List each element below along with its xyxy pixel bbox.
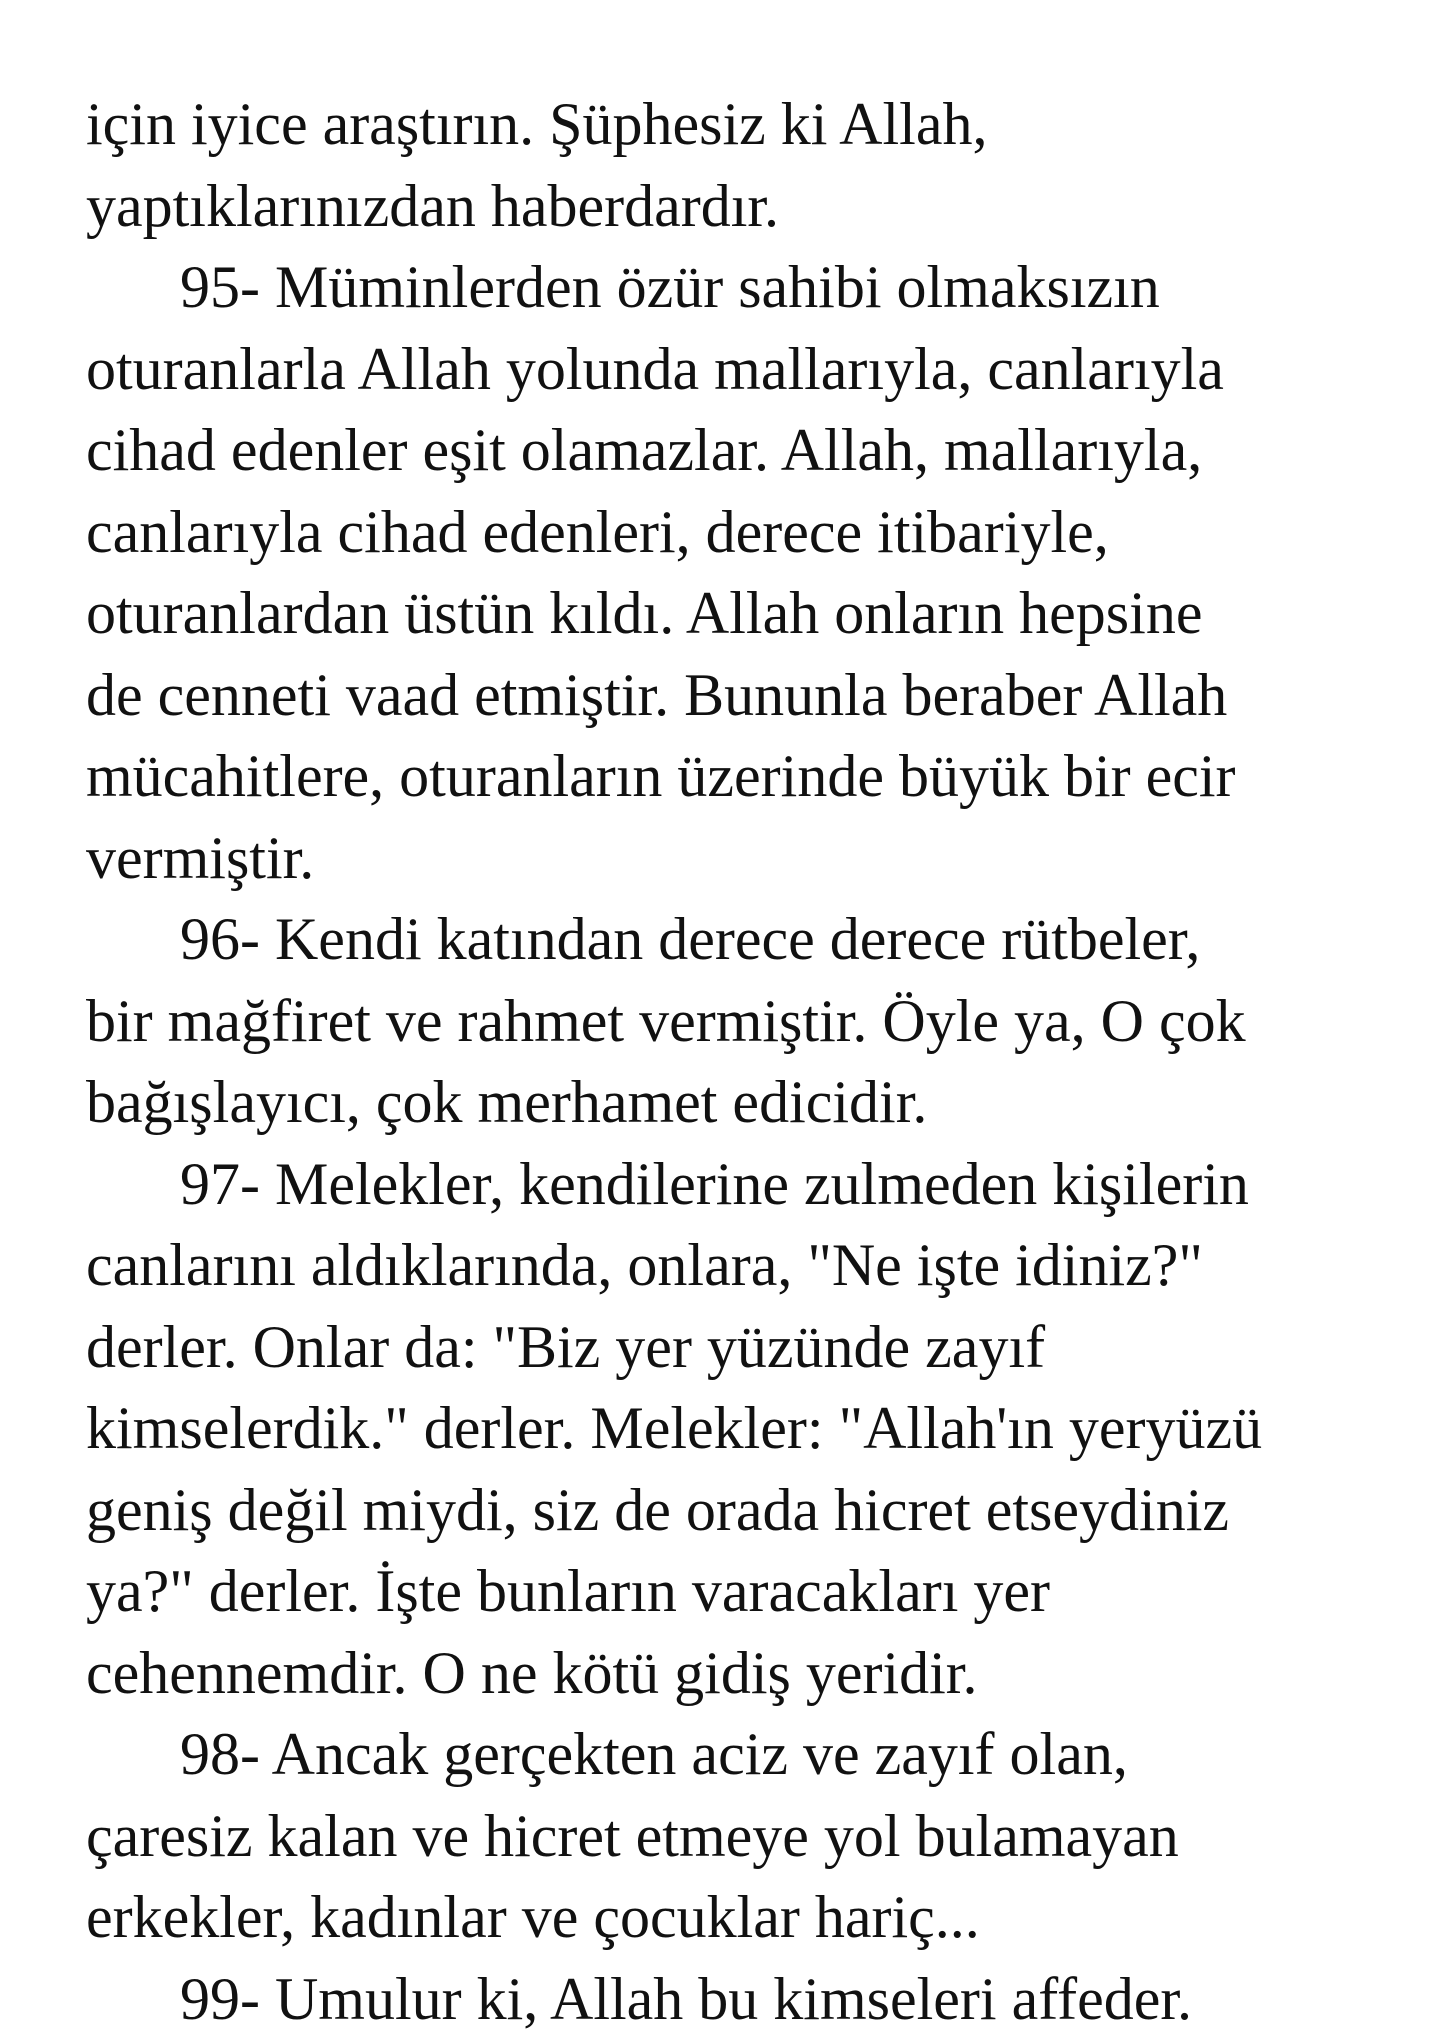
text-line: canlarıyla cihad edenleri, derece itibariyle,	[86, 492, 1386, 574]
text-line: canlarını aldıklarında, onlara, "Ne işte idiniz?"	[86, 1225, 1386, 1307]
text-line: çaresiz kalan ve hicret etmeye yol bulamayan	[86, 1796, 1386, 1878]
text-line: mücahitlere, oturanların üzerinde büyük bir ecir	[86, 736, 1386, 818]
document-page	[86, 84, 1386, 2040]
text-line: için iyice araştırın. Şüphesiz ki Allah,	[86, 84, 1386, 166]
verse-99-start: 99- Umulur ki, Allah bu kimseleri affeder.	[86, 1959, 1386, 2040]
text-line: kimselerdik." derler. Melekler: "Allah'ın yeryüzü	[86, 1388, 1386, 1470]
text-line: yaptıklarınızdan haberdardır.	[86, 166, 1386, 248]
text-line: erkekler, kadınlar ve çocuklar hariç...	[86, 1877, 1386, 1959]
verse-97-start: 97- Melekler, kendilerine zulmeden kişilerin	[86, 1144, 1386, 1226]
text-line: bir mağfiret ve rahmet vermiştir. Öyle ya, O çok	[86, 981, 1386, 1063]
verse-98-start: 98- Ancak gerçekten aciz ve zayıf olan,	[86, 1714, 1386, 1796]
text-line: oturanlardan üstün kıldı. Allah onların hepsine	[86, 573, 1386, 655]
text-line: cehennemdir. O ne kötü gidiş yeridir.	[86, 1633, 1386, 1715]
text-line: derler. Onlar da: "Biz yer yüzünde zayıf	[86, 1307, 1386, 1389]
text-line: vermiştir.	[86, 818, 1386, 900]
text-line: cihad edenler eşit olamazlar. Allah, mallarıyla,	[86, 410, 1386, 492]
verse-95-start: 95- Müminlerden özür sahibi olmaksızın	[86, 247, 1386, 329]
text-line: de cenneti vaad etmiştir. Bununla beraber Allah	[86, 655, 1386, 737]
verse-96-start: 96- Kendi katından derece derece rütbeler,	[86, 899, 1386, 981]
text-line: ya?" derler. İşte bunların varacakları yer	[86, 1551, 1386, 1633]
text-line: oturanlarla Allah yolunda mallarıyla, canlarıyla	[86, 329, 1386, 411]
text-line: geniş değil miydi, siz de orada hicret etseydiniz	[86, 1470, 1386, 1552]
text-line: bağışlayıcı, çok merhamet edicidir.	[86, 1062, 1386, 1144]
